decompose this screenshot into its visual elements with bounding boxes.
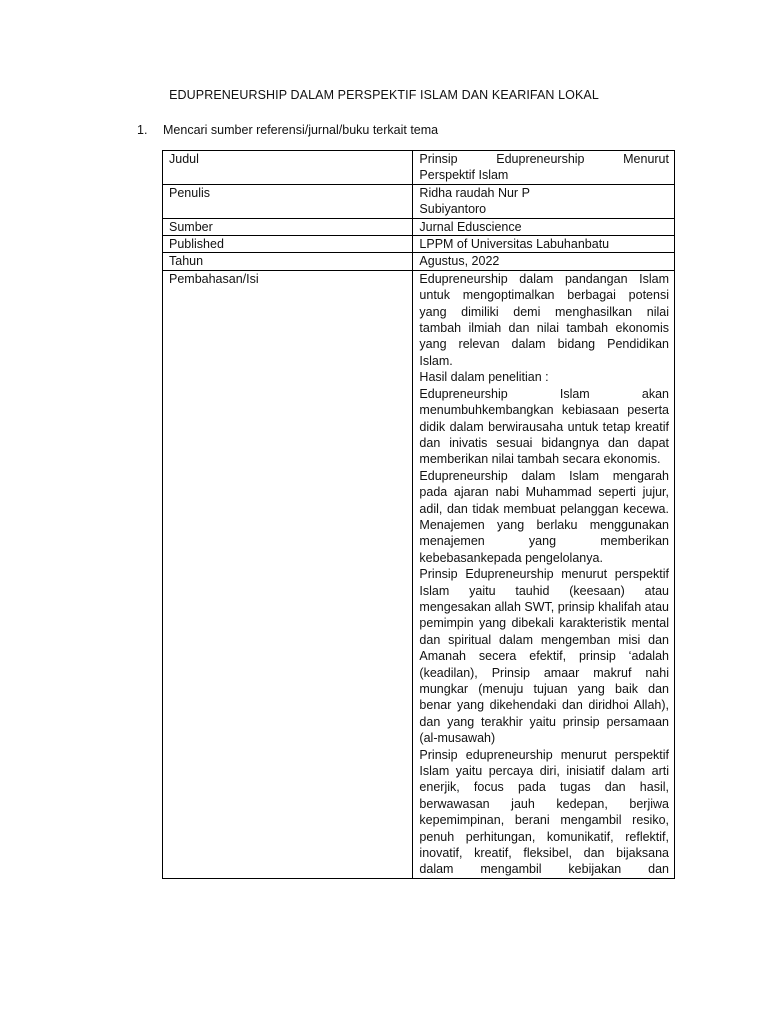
content-paragraph: Hasil dalam penelitian : [419,370,549,385]
table-row [163,270,675,878]
content-paragraph: Edupreneurship dalam Islam mengarah pada ajaran nabi Muhammad seperti jujur, adil, dan tidak membuat pelanggan kecewa. Menajemen yang berlaku menggunakan menajemen yang memberikan kebebasankepada pengelolanya. [419,468,669,565]
row-label: Penulis [163,184,413,218]
row-value [413,184,675,218]
list-number: 1. [137,123,148,137]
value-line: Prinsip Edupreneurship Menurut [419,152,669,166]
table-row [163,218,675,235]
content-paragraph: Prinsip Edupreneurship menurut perspektif Islam yaitu tauhid (keesaan) atau mengesakan allah SWT, prinsip khalifah atau pemimpin yang dibekali karakteristik mental dan spiritual dalam mengemban misi dan Amanah secera efektif, prinsip ‘adalah (keadilan), Prinsip amaar makruf nahi mungkar (menuju tujuan yang baik dan benar yang dikehendaki dan diridhoi Allah), dan yang terakhir yaitu prinsip persamaan (al-musawah) [419,567,669,746]
document-title: EDUPRENEURSHIP DALAM PERSPEKTIF ISLAM DAN KEARIFAN LOKAL [169,88,599,102]
content-paragraph: Edupreneurship dalam pandangan Islam untuk mengoptimalkan berbagai potensi yang dimiliki demi menghasilkan nilai tambah ilmiah dan nilai tambah ekonomis yang relevan dalam bidang Pendidikan Islam. [419,271,669,368]
row-value: Agustus, 2022 [413,253,675,270]
row-label: Pembahasan/Isi [163,270,413,878]
row-value: LPPM of Universitas Labuhanbatu [413,236,675,253]
list-item-text: Mencari sumber referensi/jurnal/buku terkait tema [163,123,439,137]
row-value: Jurnal Eduscience [413,218,675,235]
value-line: Perspektif Islam [419,168,509,183]
content-paragraph: Edupreneurship Islam akan menumbuhkembangkan kebiasaan peserta didik dalam berwirausaha untuk tetap kreatif dan inivatis sesuai bidangnya dan dapat memberikan nilai tambah secara ekonomis. [419,386,669,467]
row-value [413,270,675,878]
row-value [413,151,675,185]
row-label: Tahun [163,253,413,270]
row-label: Published [163,236,413,253]
content-paragraph: Prinsip edupreneurship menurut perspektif Islam yaitu percaya diri, inisiatif dalam arti enerjik, focus pada tugas dan hasil, berwawasan jauh kedepan, berjiwa kepemimpinan, berani mengambil resiko, penuh perhitungan, komunikatif, reflektif, inovatif, kreatif, fleksibel, dan bijaksana dalam mengambil kebijakan dan [419,747,669,877]
value-line: Ridha raudah Nur P [419,185,530,200]
table-row [163,151,675,185]
value-line: Subiyantoro [419,202,487,217]
table-row [163,253,675,270]
row-label: Judul [163,151,413,185]
table-row [163,184,675,218]
numbered-list-item [137,123,438,137]
reference-table [162,150,675,879]
table-row [163,236,675,253]
row-label: Sumber [163,218,413,235]
